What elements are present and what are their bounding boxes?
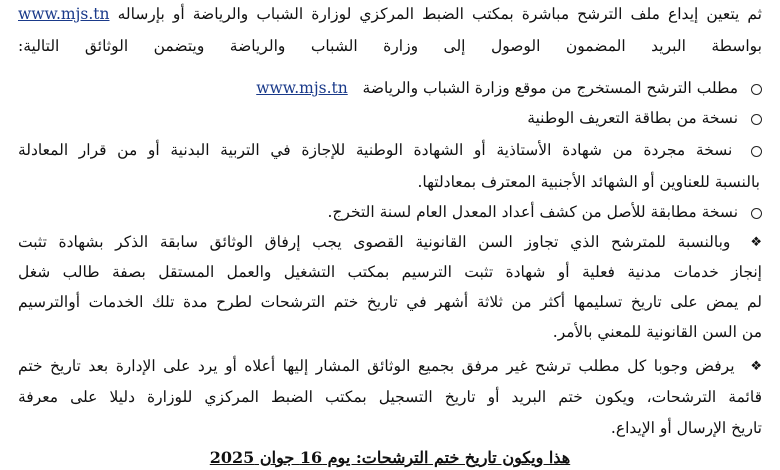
doc-item-2 (18, 106, 762, 130)
note-text: إنجاز خدمات مدنية فعلية أو شهادة تثبت الترسيم بمكتب التشغيل والعمل المستقل بصفة طالب شغل (18, 263, 762, 281)
note-1-line-2 (18, 260, 762, 284)
doc-item-1 (18, 76, 762, 100)
mjs-link[interactable]: www.mjs.tn (18, 5, 110, 23)
doc-item-link[interactable]: www.mjs.tn (256, 79, 348, 97)
note-text: وبالنسبة للمترشح الذي تجاوز السن القانونية القصوى يجب إرفاق الوثائق سابقة الذكر بشهادة تثبت (18, 233, 731, 251)
intro-line-1 (18, 2, 762, 26)
note-1-line-3 (18, 290, 762, 314)
doc-item-4 (18, 200, 762, 224)
note-1-line-1 (18, 230, 762, 255)
note-text: من السن القانونية للمعني بالأمر. (552, 323, 762, 341)
ring-bullet-icon (751, 146, 762, 157)
note-2-line-2 (18, 385, 762, 409)
doc-item-text: مطلب الترشح المستخرج من موقع وزارة الشباب والرياضة (362, 79, 739, 97)
intro-line-2 (18, 34, 762, 58)
ring-bullet-icon (751, 208, 762, 219)
ring-bullet-icon (751, 114, 762, 125)
note-text: يرفض وجوبا كل مطلب ترشح غير مرفق بجميع الوثائق المشار إليها أعلاه أو يرد على الإدارة بعد تاريخ ختم (18, 357, 735, 375)
note-text: قائمة الترشحات، ويكون ختم البريد أو تاريخ التسجيل بمكتب الضبط المركزي للوزارة دليلا على معرفة (18, 388, 762, 406)
doc-item-3 (18, 138, 762, 162)
ring-bullet-icon (751, 84, 762, 95)
intro-text-2: بواسطة البريد المضمون الوصول إلى وزارة الشباب والرياضة ويتضمن الوثائق التالية: (18, 37, 762, 55)
intro-text-1: ثم يتعين إيداع ملف الترشح مباشرة بمكتب الضبط المركزي لوزارة الشباب والرياضة أو بإرساله (117, 5, 762, 23)
note-1-line-4 (18, 320, 762, 344)
diamond-bullet-icon: ❖ (750, 359, 762, 374)
doc-item-text: بالنسبة للعناوين أو الشهائد الأجنبية المعترف بمعادلتها. (417, 173, 760, 191)
doc-item-text: نسخة مجردة من شهادة الأستاذية أو الشهادة الوطنية للإجازة في التربية البدنية أو من قرار المعادلة (18, 141, 733, 159)
doc-item-text: نسخة من بطاقة التعريف الوطنية (527, 109, 739, 127)
note-2-line-1 (18, 354, 762, 379)
note-text: لم يمض على تاريخ تسليمها أكثر من ثلاثة أشهر في تاريخ ختم الترشحات لطرح مدة تلك الخدمات أوالترسيم (18, 293, 762, 311)
note-2-line-3 (18, 416, 762, 440)
doc-item-3-continuation (18, 170, 760, 194)
note-text: تاريخ الإرسال أو الإيداع. (610, 419, 762, 437)
diamond-bullet-icon: ❖ (750, 235, 762, 250)
doc-item-text: نسخة مطابقة للأصل من كشف أعداد المعدل العام لسنة التخرج. (327, 203, 739, 221)
closing-date-heading: هذا ويكون تاريخ ختم الترشحات: يوم 16 جوان 2025 (209, 448, 571, 467)
